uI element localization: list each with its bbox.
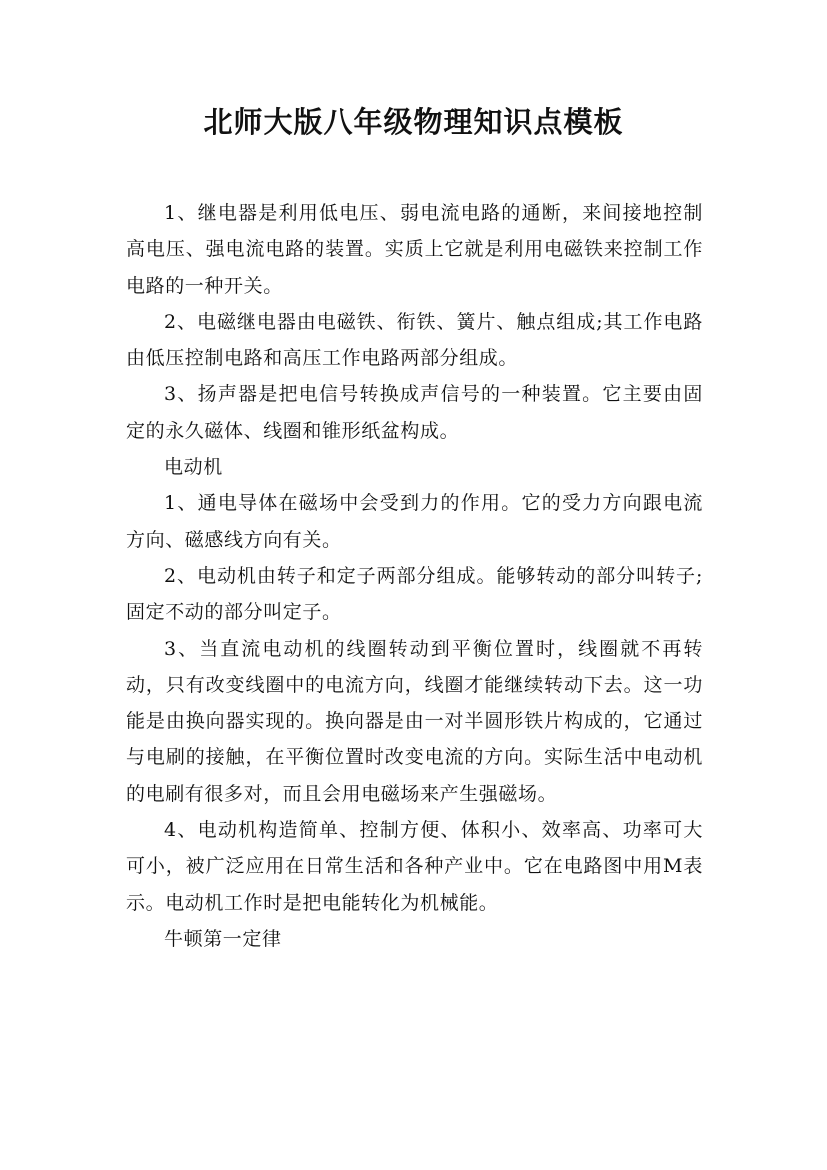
paragraph-relay-structure: 2、电磁继电器由电磁铁、衔铁、簧片、触点组成;其工作电路由低压控制电路和高压工作电路两部分组成。 <box>126 310 703 370</box>
paragraph-motor-parts: 2、电动机由转子和定子两部分组成。能够转动的部分叫转子;固定不动的部分叫定子。 <box>126 564 703 624</box>
document-title: 北师大版八年级物理知识点模板 <box>203 105 624 139</box>
section-heading-newton-first-law: 牛顿第一定律 <box>164 927 282 950</box>
paragraph-relay-definition: 1、继电器是利用低电压、弱电流电路的通断，来间接地控制高电压、强电流电路的装置。实质上它就是利用电磁铁来控制工作电路的一种开关。 <box>126 202 703 297</box>
paragraph-motor-uses: 4、电动机构造简单、控制方便、体积小、效率高、功率可大可小，被广泛应用在日常生活和各种产业中。它在电路图中用M表示。电动机工作时是把电能转化为机械能。 <box>126 819 703 914</box>
section-heading-motor: 电动机 <box>164 456 223 479</box>
paragraph-speaker: 3、扬声器是把电信号转换成声信号的一种装置。它主要由固定的永久磁体、线圈和锥形纸盆构成。 <box>126 383 703 442</box>
paragraph-commutator: 3、当直流电动机的线圈转动到平衡位置时，线圈就不再转动，只有改变线圈中的电流方向，线圈才能继续转动下去。这一功能是由换向器实现的。换向器是由一对半圆形铁片构成的，它通过与电刷的接触，在平衡位置时改变电流的方向。实际生活中电动机的电刷有很多对，而且会用电磁场来产生强磁场。 <box>126 637 703 805</box>
paragraph-force-direction: 1、通电导体在磁场中会受到力的作用。它的受力方向跟电流方向、磁感线方向有关。 <box>126 492 703 551</box>
document-body <box>126 195 703 957</box>
